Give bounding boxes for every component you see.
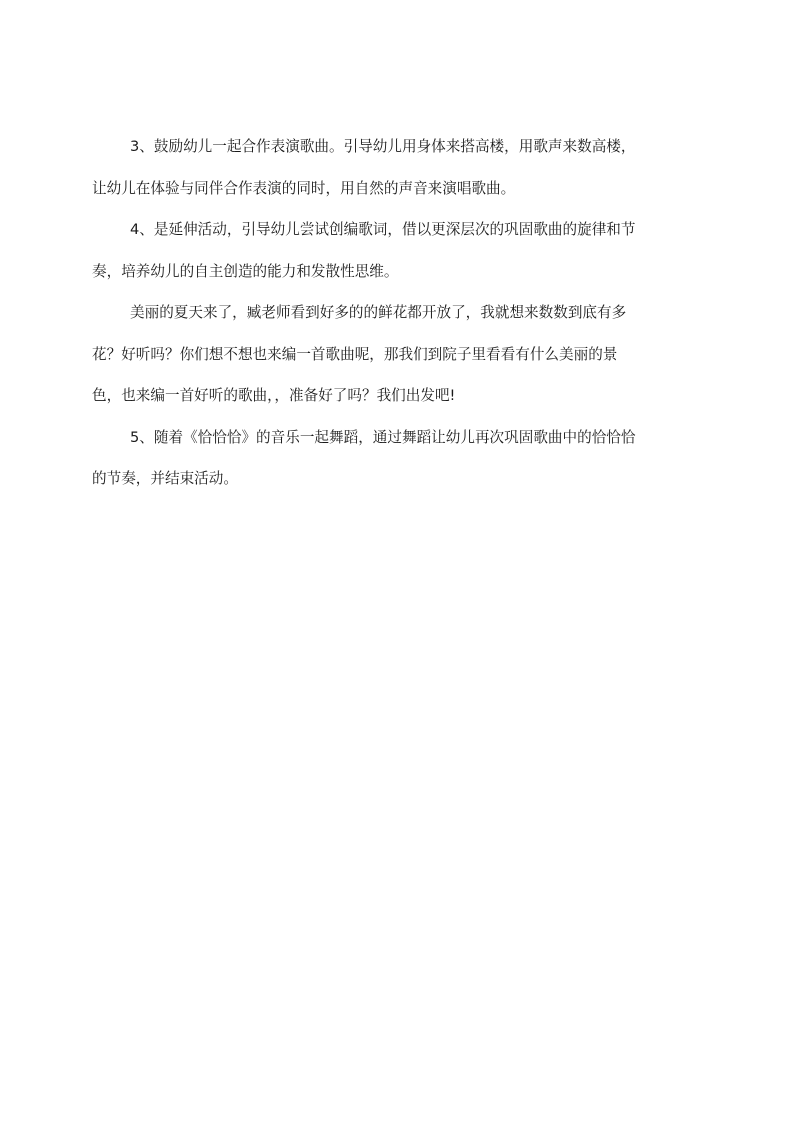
document-body <box>92 133 692 507</box>
paragraph-line: 的节奏，并结束活动。 <box>92 470 238 487</box>
paragraph-line: 美丽的夏天来了，臧老师看到好多的的鲜花都开放了，我就想来数数到底有多 <box>130 304 627 321</box>
paragraph-4 <box>92 216 692 299</box>
paragraph-5 <box>92 424 692 507</box>
paragraph-line: 3、鼓励幼儿一起合作表演歌曲。引导幼儿用身体来搭高楼，用歌声来数高楼， <box>130 138 636 155</box>
paragraph-line: 5、随着《恰恰恰》的音乐一起舞蹈，通过舞蹈让幼儿再次巩固歌曲中的恰恰恰 <box>130 428 636 446</box>
paragraph-summer <box>92 299 692 424</box>
paragraph-line: 让幼儿在体验与同伴合作表演的同时，用自然的声音来演唱歌曲。 <box>92 179 516 197</box>
paragraph-3 <box>92 133 692 216</box>
paragraph-line: 色，也来编一首好听的歌曲，，准备好了吗？我们出发吧! <box>92 387 456 404</box>
paragraph-line: 4、是延伸活动，引导幼儿尝试创编歌词，借以更深层次的巩固歌曲的旋律和节 <box>130 221 636 238</box>
paragraph-line: 奏，培养幼儿的自主创造的能力和发散性思维。 <box>92 262 399 280</box>
paragraph-line: 花？好听吗？你们想不想也来编一首歌曲呢，那我们到院子里看看有什么美丽的景 <box>92 345 618 363</box>
